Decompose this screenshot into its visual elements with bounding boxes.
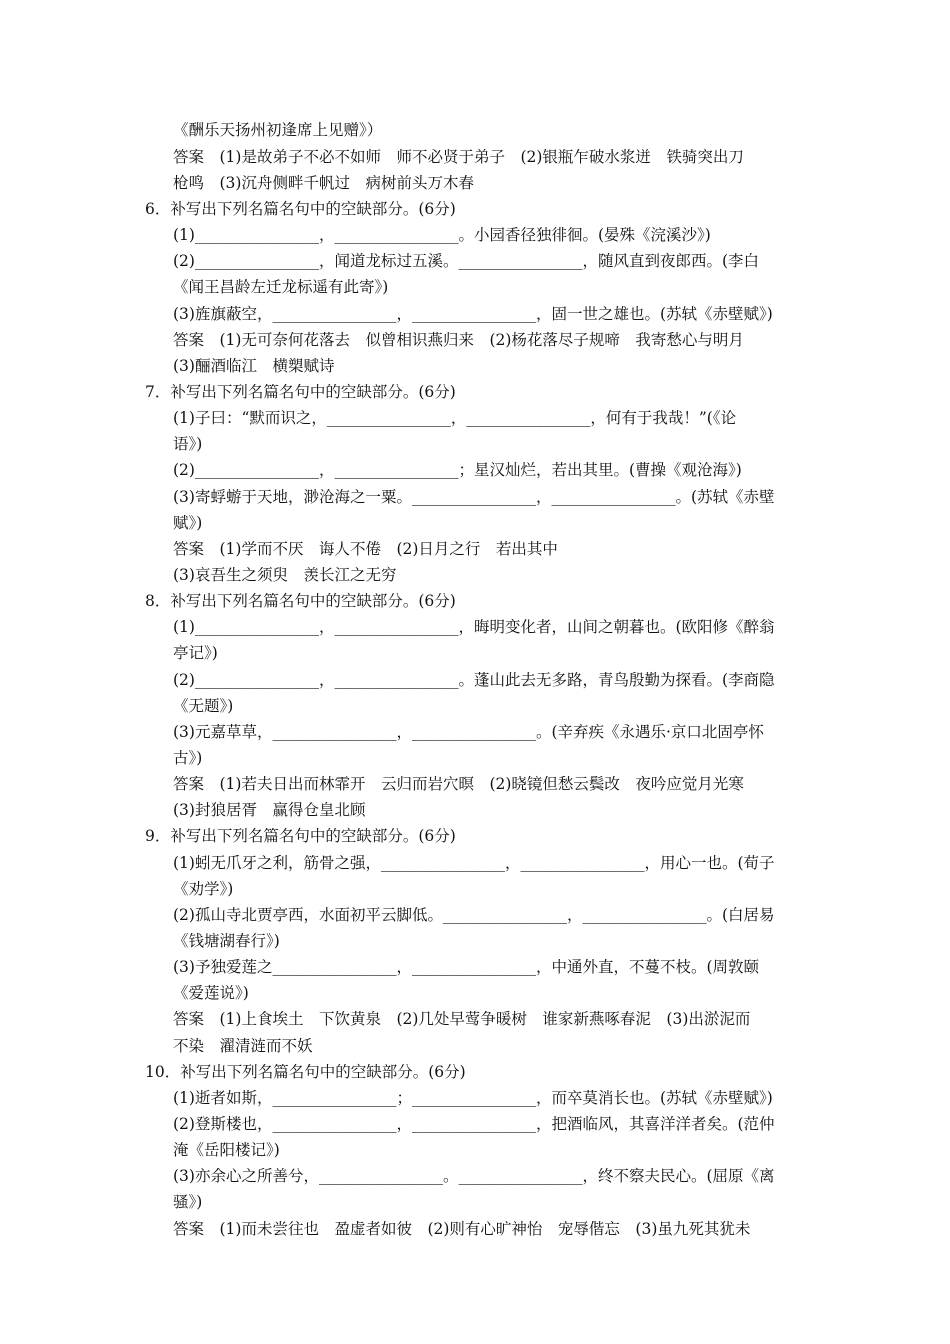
text-line: (2)________________，________________。蓬山此去无多路，青鸟殷勤为探看。(李商隐	[173, 671, 775, 689]
text-line: (2)________________，________________；星汉灿烂，若出其里。(曹操《观沧海》)	[173, 461, 742, 479]
answer-line: 答案 (1)无可奈何花落去 似曾相识燕归来 (2)杨花落尽子规啼 我寄愁心与明月	[173, 331, 744, 349]
text-line: (3)寄蜉蝣于天地，渺沧海之一粟。________________，________________。(苏轼《赤壁	[173, 488, 775, 506]
text-line: 《劝学》)	[173, 880, 234, 898]
text-line: 骚》)	[173, 1193, 203, 1211]
question-heading: 9．补写出下列名篇名句中的空缺部分。(6分)	[145, 827, 456, 845]
text-line: 《无题》)	[173, 697, 234, 715]
answer-line: (3)封狼居胥 赢得仓皇北顾	[173, 801, 366, 819]
text-line: (2)________________，闻道龙标过五溪。________________，随风直到夜郎西。(李白	[173, 252, 760, 270]
question-heading: 6．补写出下列名篇名句中的空缺部分。(6分)	[145, 200, 456, 218]
text-line: 语》)	[173, 435, 203, 453]
question-heading: 10．补写出下列名篇名句中的空缺部分。(6分)	[145, 1063, 466, 1081]
text-line: 赋》)	[173, 514, 203, 532]
text-line: (3)予独爱莲之________________，________________，中通外直，不蔓不枝。(周敦颐	[173, 958, 760, 976]
text-line: (3)旌旗蔽空，________________，________________，固一世之雄也。(苏轼《赤壁赋》)	[173, 305, 773, 323]
answer-line: (3)哀吾生之须臾 羡长江之无穷	[173, 566, 397, 584]
answer-line: 答案 (1)学而不厌 诲人不倦 (2)日月之行 若出其中	[173, 540, 558, 558]
answer-line: 答案 (1)若夫日出而林霏开 云归而岩穴暝 (2)晓镜但愁云鬓改 夜吟应觉月光寒	[173, 775, 744, 793]
question-heading: 7．补写出下列名篇名句中的空缺部分。(6分)	[145, 383, 456, 401]
answer-line: 答案 (1)而未尝往也 盈虚者如彼 (2)则有心旷神怡 宠辱偕忘 (3)虽九死其犹未	[173, 1220, 751, 1238]
text-line: (1)蚓无爪牙之利，筋骨之强，________________，________________，用心一也。(荀子	[173, 854, 775, 872]
text-line: (1)逝者如斯，________________；________________，而卒莫消长也。(苏轼《赤壁赋》)	[173, 1089, 773, 1107]
question-heading: 8．补写出下列名篇名句中的空缺部分。(6分)	[145, 592, 456, 610]
text-line: (1)子曰：“默而识之，________________，________________，何有于我哉！”(《论	[173, 409, 737, 427]
text-line: 古》)	[173, 749, 203, 767]
text-line: 《爱莲说》)	[173, 984, 249, 1002]
text-line: (3)亦余心之所善兮，________________。________________，终不察夫民心。(屈原《离	[173, 1167, 775, 1185]
answer-line: 答案 (1)是故弟子不必不如师 师不必贤于弟子 (2)银瓶乍破水浆迸 铁骑突出刀	[173, 148, 744, 166]
text-line: (2)孤山寺北贾亭西，水面初平云脚低。________________，________________。(白居易	[173, 906, 775, 924]
text-line: 《闻王昌龄左迁龙标遥有此寄》)	[173, 278, 389, 296]
text-line: 《钱塘湖春行》)	[173, 932, 280, 950]
text-line: (1)________________，________________，晦明变化者，山间之朝暮也。(欧阳修《醉翁	[173, 618, 775, 636]
answer-line: (3)酾酒临江 横槊赋诗	[173, 357, 335, 375]
text-line: 淹《岳阳楼记》)	[173, 1141, 280, 1159]
text-line: 亭记》)	[173, 644, 218, 662]
answer-line: 枪鸣 (3)沉舟侧畔千帆过 病树前头万木春	[173, 174, 474, 192]
text-line: 《酬乐天扬州初逢席上见赠》）	[173, 121, 383, 139]
answer-line: 不染 濯清涟而不妖	[173, 1037, 313, 1055]
text-line: (3)元嘉草草，________________，________________。(辛弃疾《永遇乐·京口北固亭怀	[173, 723, 764, 741]
text-line: (2)登斯楼也，________________，________________，把酒临风，其喜洋洋者矣。(范仲	[173, 1115, 775, 1133]
answer-line: 答案 (1)上食埃土 下饮黄泉 (2)几处早莺争暖树 谁家新燕啄春泥 (3)出淤泥而	[173, 1010, 751, 1028]
text-line: (1)________________，________________。小园香径独徘徊。(晏殊《浣溪沙》)	[173, 226, 711, 244]
